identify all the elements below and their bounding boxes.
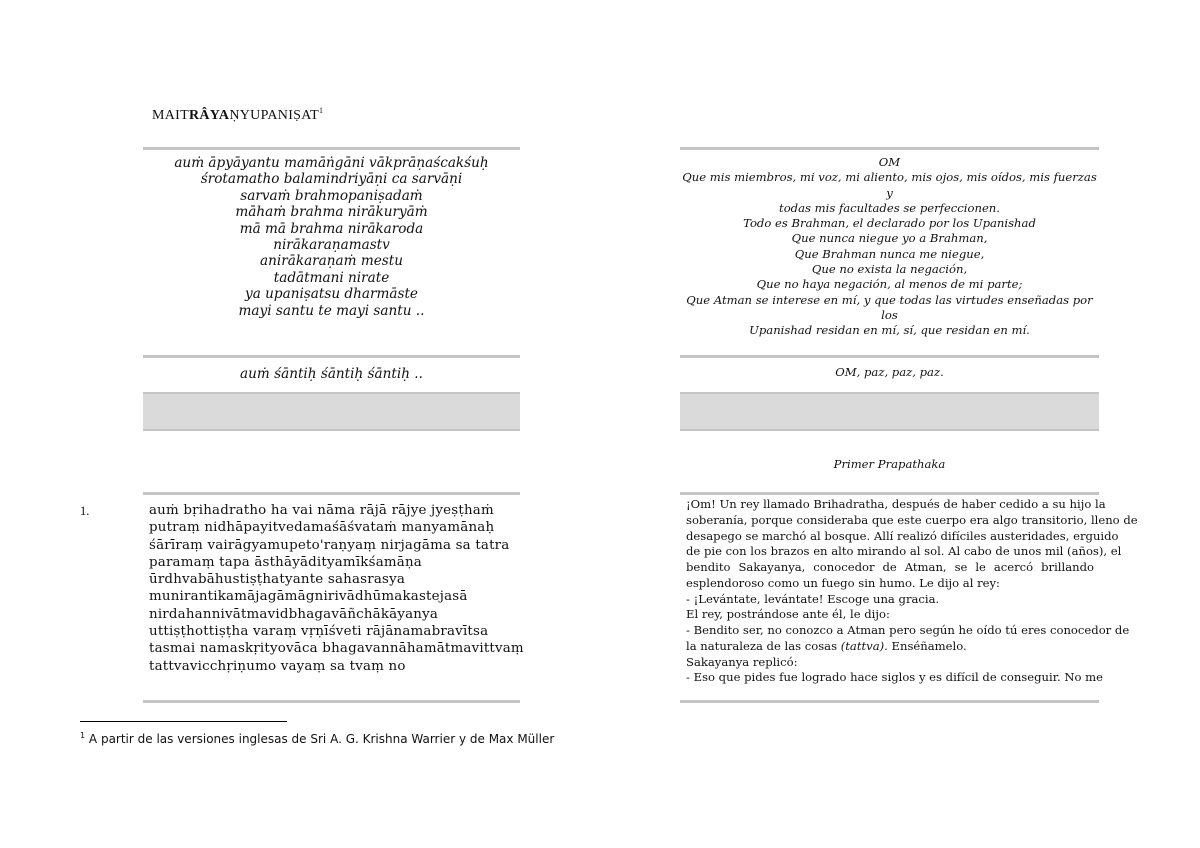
text-line: desapego se marchó al bosque. Allí realizó difíciles austeridades, erguido: [686, 528, 1119, 543]
table-rule-chapter-bottom-right: [680, 700, 1099, 703]
verse-number: 1.: [80, 504, 90, 518]
table-rule-chapter-bottom-left: [143, 700, 520, 703]
verse-line: Todo es Brahman, el declarado por los Upanishad: [743, 216, 1036, 231]
text-line: - Bendito ser, no conozco a Atman pero según he oído tú eres conocedor de: [686, 623, 1130, 637]
text-segment: Enséñamelo.: [887, 638, 967, 653]
table-rule-chapter-top-right: [680, 492, 1099, 495]
table-rule-top-right: [680, 147, 1099, 150]
text-line: paramaṃ tapa āsthāyādityamīkśamāṇa: [149, 554, 422, 570]
text-line: ¡Om! Un rey llamado Brihadratha, después de haber cedido a su hijo la: [686, 497, 1106, 511]
verse-line: Que mis miembros, mi voz, mi aliento, mis ojos, mis oídos, mis fuerzas y: [682, 170, 1097, 200]
peace-sanskrit: auṁ śāntiḥ śāntiḥ śāntiḥ ..: [240, 366, 423, 382]
text-line: nirdahannivātmavidbhagavāñchākāyanya: [149, 606, 439, 622]
text-line: [686, 639, 1094, 655]
verse-line: OM: [878, 155, 901, 169]
text-line: Sakayanya replicó:: [686, 654, 798, 669]
verse-line: Que Brahman nunca me niegue,: [794, 246, 985, 261]
verse-line: sarvaṁ brahmopaniṣadaṁ: [240, 187, 423, 204]
verse-line: Que no haya negación, al menos de mi parte;: [756, 277, 1023, 292]
table-rule-mid-right: [680, 355, 1099, 358]
text-line: esplendoroso como un fuego sin humo. Le dijo al rey:: [686, 575, 1000, 590]
chapter-heading: Primer Prapathaka: [833, 457, 946, 471]
text-line: tasmai namaskṛityovāca bhagavannāhamātmavittvaṃ: [149, 641, 524, 657]
verse-line: auṁ āpyāyantu mamāṅgāni vākprāṇaścakśuḥ: [174, 155, 489, 171]
verse-line: mayi santu te mayi santu ..: [238, 302, 425, 319]
verse-line: nirākaraṇamastv: [273, 237, 390, 254]
peace-spanish: OM, paz, paz, paz.: [835, 365, 944, 379]
title-suffix: ṆYUPANIṢAT: [229, 108, 319, 123]
title-bold: RÂYA: [188, 108, 230, 123]
verse-line: Upanishad residan en mí, sí, que residan en mí.: [749, 323, 1030, 338]
shaded-row-left: [143, 392, 520, 431]
invocation-spanish: [680, 155, 1099, 339]
verse-line: Que no exista la negación,: [811, 262, 968, 277]
text-line: śārīraṃ vairāgyamupeto'raṇyaṃ nirjagāma sa tatra: [149, 537, 510, 553]
text-line: - ¡Levántate, levántate! Escoge una gracia.: [686, 591, 940, 606]
page-title: [152, 106, 323, 124]
text-line: auṁ bṛihadratho ha vai nāma rājā rājye jyeṣṭhaṁ: [149, 503, 494, 518]
footnote-text: A partir de las versiones inglesas de Sri A. G. Krishna Warrier y de Max Müller: [88, 732, 555, 746]
table-rule-chapter-top-left: [143, 492, 520, 495]
verse-line: mā mā brahma nirākaroda: [239, 220, 424, 237]
verse-line: māhaṁ brahma nirākuryāṁ: [235, 204, 428, 221]
verse-line: Que Atman se interese en mí, y que todas las virtudes enseñadas por los: [686, 292, 1093, 322]
italic-term: (tattva).: [840, 638, 888, 653]
chapter-sanskrit: [149, 502, 524, 675]
text-line: El rey, postrándose ante él, le dijo:: [686, 607, 890, 622]
footnote-separator: [80, 721, 287, 722]
verse-line: Que nunca niegue yo a Brahman,: [791, 231, 988, 246]
text-line: ūrdhvabāhustiṣṭhatyante sahasrasya: [149, 572, 406, 588]
chapter-spanish: [686, 497, 1138, 686]
text-segment: la naturaleza de las cosas: [686, 638, 841, 653]
verse-line: ya upaniṣatsu dharmāste: [245, 286, 418, 303]
footnote: [80, 731, 554, 746]
title-prefix: MAIT: [152, 108, 189, 123]
text-line: soberanía, porque consideraba que este cuerpo era algo transitorio, lleno de: [686, 512, 1138, 527]
text-line: - Eso que pides fue logrado hace siglos y es difícil de conseguir. No me: [686, 670, 1104, 685]
footnote-reference[interactable]: 1: [318, 106, 324, 115]
verse-line: anirākaraṇaṁ mestu: [260, 253, 403, 270]
verse-line: śrotamatho balamindriyāṇi ca sarvāṇi: [200, 171, 463, 188]
shaded-row-right: [680, 392, 1099, 431]
text-line: putraṃ nidhāpayitvedamaśāśvataṁ manyamānaḥ: [149, 520, 495, 536]
text-line: munirantikamājagāmāgnirivādhūmakastejasā: [149, 589, 468, 605]
text-line: bendito Sakayanya, conocedor de Atman, se le acercó brillando: [686, 560, 1094, 574]
table-rule-mid-left: [143, 355, 520, 358]
text-line: uttiṣṭhottiṣṭha varaṃ vṛṇīśveti rājānamabravītsa: [149, 624, 489, 640]
text-line: de pie con los brazos en alto mirando al sol. Al cabo de unos mil (años), el: [686, 544, 1122, 559]
text-line: tattvavicchṛiṇumo vayaṃ sa tvaṃ no: [149, 658, 406, 674]
invocation-sanskrit: [143, 155, 520, 319]
verse-line: tadātmani nirate: [273, 269, 390, 286]
table-rule-top-left: [143, 147, 520, 150]
verse-line: todas mis facultades se perfeccionen.: [779, 200, 1000, 215]
footnote-mark: 1: [80, 731, 86, 740]
